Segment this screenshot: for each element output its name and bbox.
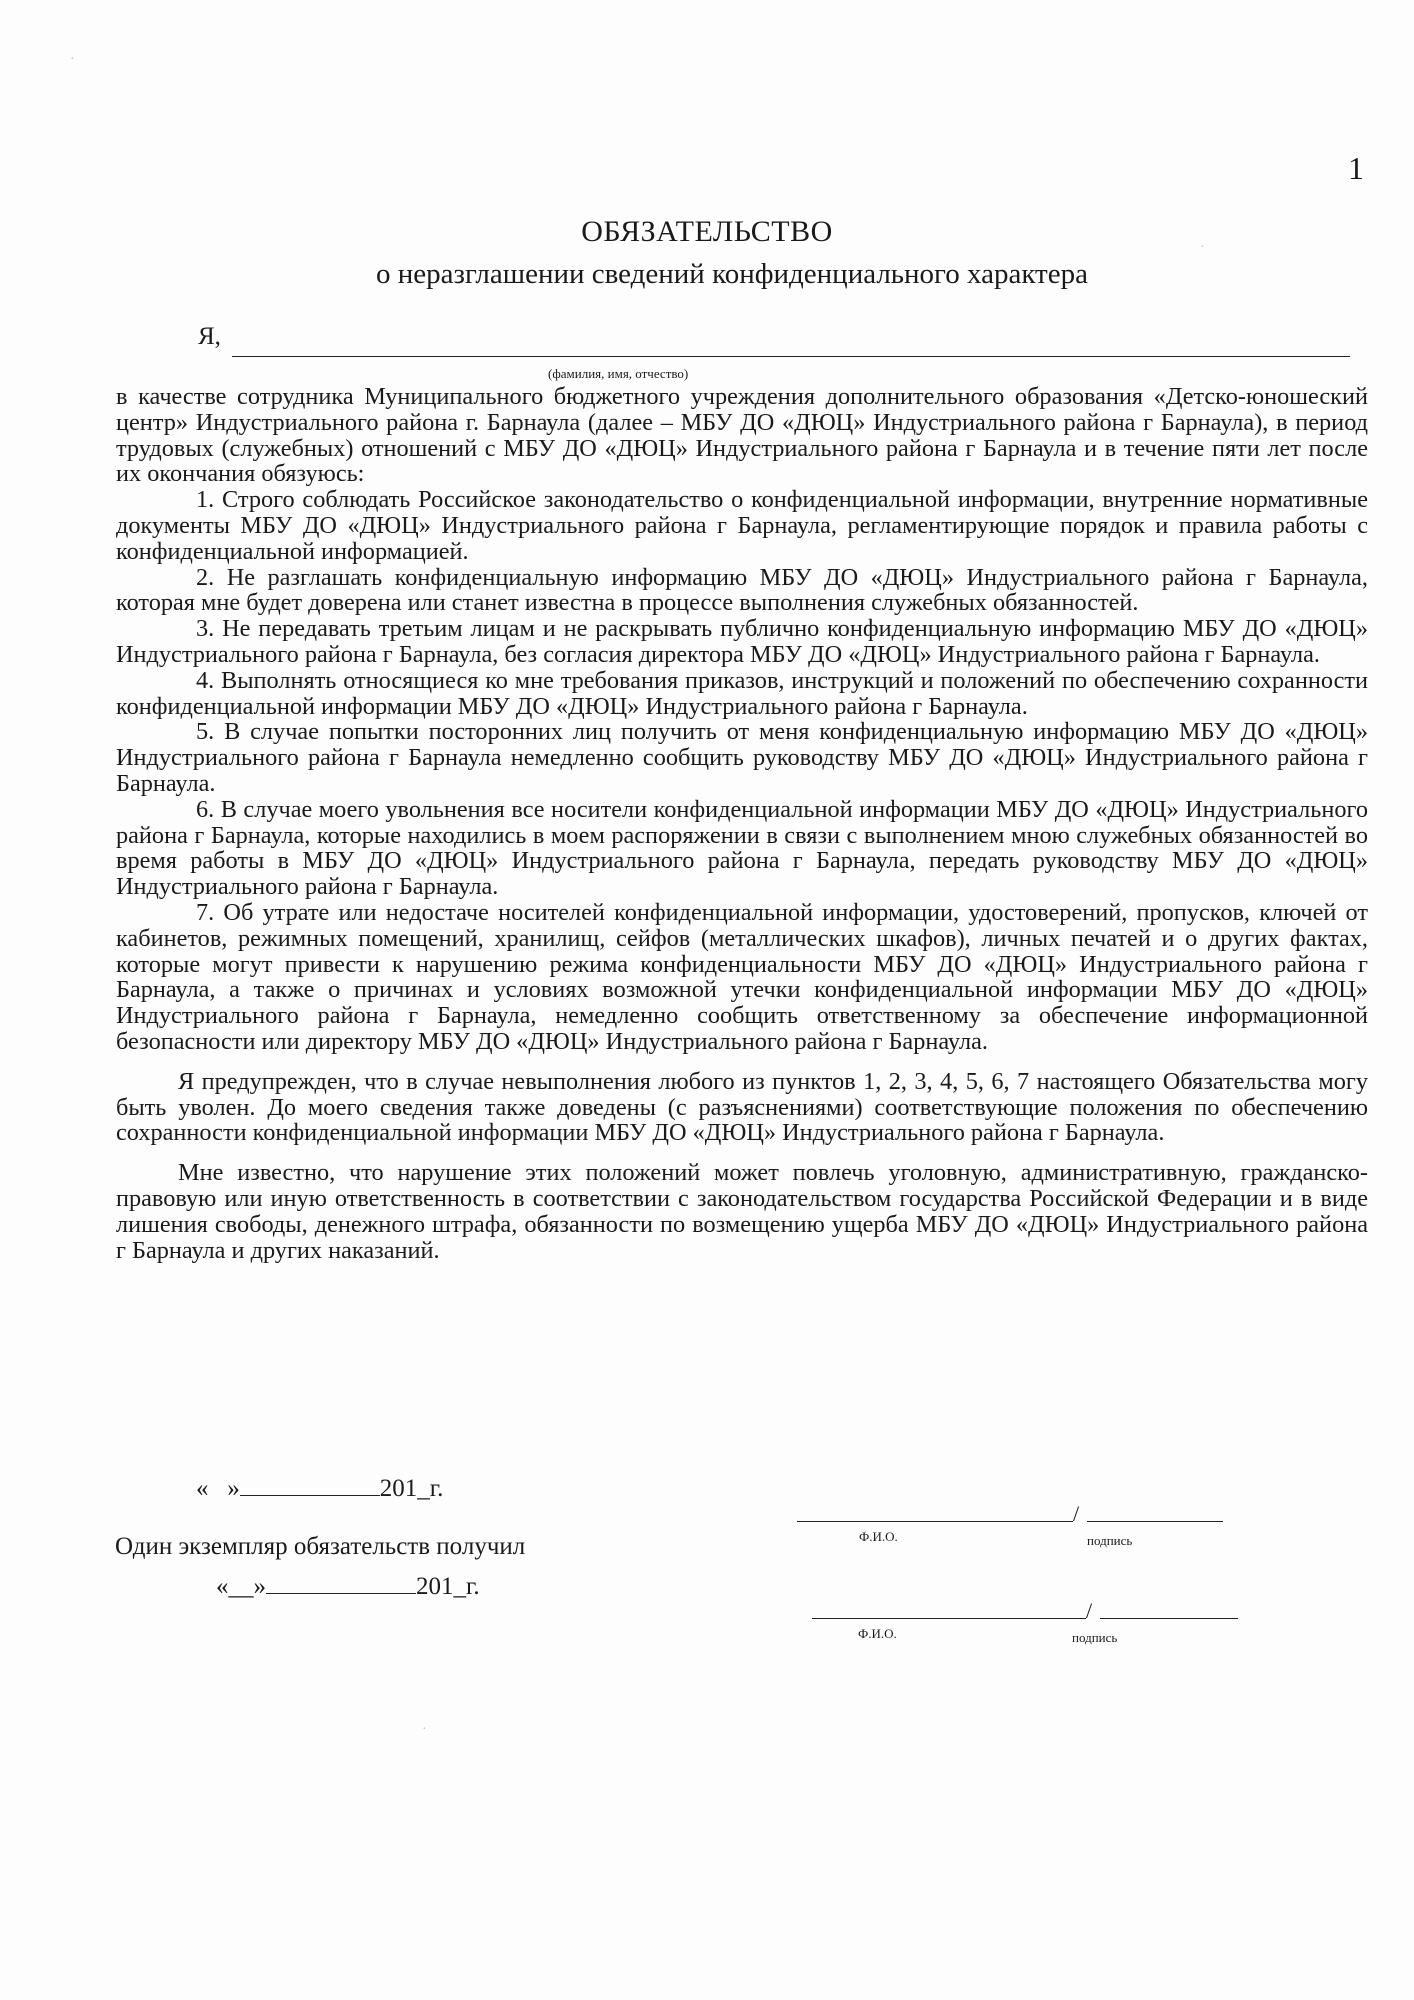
page-number: 1 [1348,150,1364,186]
document-body [116,384,1368,1263]
signature-1-sign-line [1087,1521,1223,1522]
signature-1-fio-line [797,1521,1073,1522]
date-1-year: 201_г. [379,1475,444,1502]
document-subtitle: о неразглашении сведений конфиденциального характера [376,258,1088,290]
signature-1-fio-caption: Ф.И.О. [859,1529,898,1544]
item-4: 4. Выполнять относящиеся ко мне требования приказов, инструкций и положений по обеспечению сохранности конфиденциальной информации МБУ ДО «ДЮЦ» Индустриального района г Барнаула. [116,666,1368,720]
item-5: 5. В случае попытки посторонних лиц получить от меня конфиденциальную информацию МБУ ДО «ДЮЦ» Индустриального района г Барнаула немедленно сообщить руководству МБУ ДО «ДЮЦ» Индустриального района г Барнаула. [116,718,1368,797]
item-7: 7. Об утрате или недостаче носителей конфиденциальной информации, удостоверений, пропусков, ключей от кабинетов, режимных помещений, хранилищ, сейфов (металлических шкафов), личных печатей и о других фактах, которые могут привести к нарушению режима конфиденциальности МБУ ДО «ДЮЦ» Индустриального района г Барнаула, а также о причинах и условиях возможной утечки конфиденциальной информации МБУ ДО «ДЮЦ» Индустриального района г Барнаула, немедленно сообщить ответственному за обеспечение информационной безопасности или директору МБУ ДО «ДЮЦ» Индустриального района г Барнаула. [116,898,1368,1055]
signature-2-fio-line [812,1618,1086,1619]
date-field-1 [196,1475,443,1503]
signature-2-sign-caption: подпись [1072,1630,1118,1645]
item-3: 3. Не передавать третьим лицам и не раскрывать публично конфиденциальную информацию МБУ ДО «ДЮЦ» Индустриального района г Барнаула, без согласия директора МБУ ДО «ДЮЦ» Индустриального района г Барнаула. [116,615,1368,668]
name-field-line [232,356,1350,357]
scan-speck: · [70,52,75,67]
date-2-year: 201_г. [416,1573,480,1600]
date-2-month-line [266,1573,416,1594]
intro-paragraph: в качестве сотрудника Муниципального бюджетного учреждения дополнительного образования «Детско-юношеский центр» Индустриального района г. Барнаула (далее – МБУ ДО «ДЮЦ» Индустриального района г Барнаула), в период трудовых (служебных) отношений с МБУ ДО «ДЮЦ» Индустриального района г Барнаула и в течение пяти лет после их окончания обязуюсь: [116,383,1368,488]
date-1-close-quote: » [227,1475,240,1502]
date-field-2 [216,1573,480,1601]
signature-2-sign-line [1100,1618,1238,1619]
item-2: 2. Не разглашать конфиденциальную информацию МБУ ДО «ДЮЦ» Индустриального района г Барнаула, которая мне будет доверена или станет известна в процессе выполнения служебных обязанностей. [116,563,1368,617]
signature-2-fio-caption: Ф.И.О. [858,1626,897,1641]
name-prefix: Я, [198,323,221,350]
scan-speck: · [422,1722,427,1737]
signature-2-slash: / [1086,1598,1093,1623]
item-1: 1. Строго соблюдать Российское законодательство о конфиденциальной информации, внутренние нормативные документы МБУ ДО «ДЮЦ» Индустриального района г Барнаула, регламентирующие порядок и правила работы с конфиденциальной информацией. [116,486,1368,565]
date-1-open-quote: « [196,1475,209,1502]
date-1-month-line [240,1475,380,1496]
item-6: 6. В случае моего увольнения все носители конфиденциальной информации МБУ ДО «ДЮЦ» Индустриального района г Барнаула, которые находились в моем распоряжении в связи с выполнением мною служебных обязанностей во время работы в МБУ ДО «ДЮЦ» Индустриального района г Барнаула, передать руководству МБУ ДО «ДЮЦ» Индустриального района г Барнаула. [116,795,1368,901]
scan-speck: · [1200,240,1205,255]
copy-received-text: Один экземпляр обязательств получил [115,1533,526,1560]
signature-1-slash: / [1073,1501,1080,1526]
date-2-quotes: «__» [216,1573,266,1600]
document-title: ОБЯЗАТЕЛЬСТВО [581,215,833,248]
warning-paragraph: Я предупрежден, что в случае невыполнения любого из пунктов 1, 2, 3, 4, 5, 6, 7 настоящего Обязательства могу быть уволен. До моего сведения также доведены (с разъяснениями) соответствующие положения по обеспечению сохранности конфиденциальной информации МБУ ДО «ДЮЦ» Индустриального района г Барнаула. [116,1067,1368,1147]
signature-1-sign-caption: подпись [1087,1533,1133,1548]
liability-paragraph: Мне известно, что нарушение этих положений может повлечь уголовную, административную, гражданско-правовую или иную ответственность в соответствии с законодательством государства Российской Федерации и в виде лишения свободы, денежного штрафа, обязанности по возмещению ущерба МБУ ДО «ДЮЦ» Индустриального района г Барнаула и других наказаний. [116,1159,1368,1264]
name-field-hint: (фамилия, имя, отчество) [548,366,689,381]
